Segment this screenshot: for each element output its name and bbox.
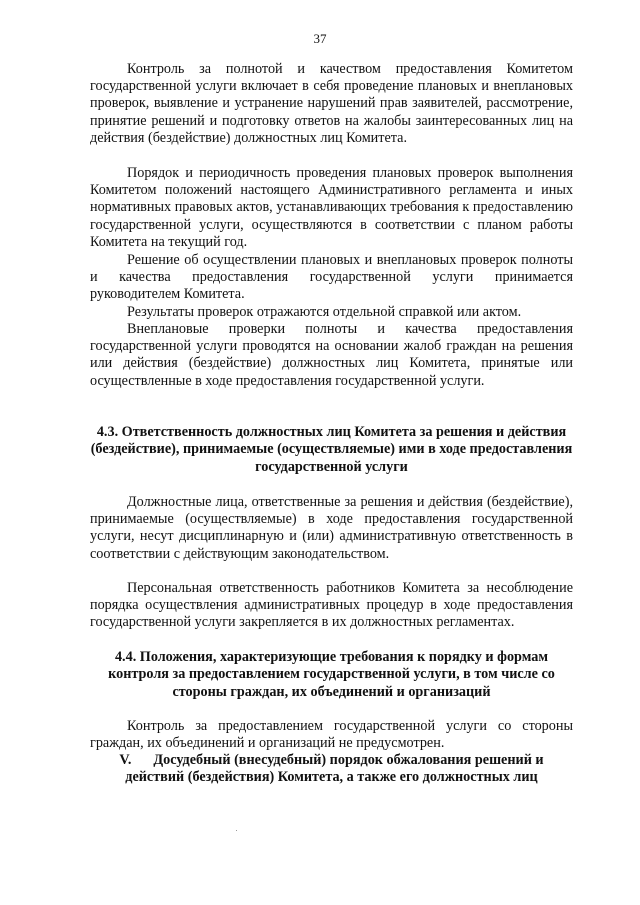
paragraph-public-control: Контроль за предоставлением государственной услуги со стороны граждан, их объединений и организаций не предусмотрен. — [90, 718, 573, 752]
paragraph-inspection-results: Результаты проверок отражаются отдельной справкой или актом. — [127, 304, 522, 320]
paragraph-unplanned-inspections: Внеплановые проверки полноты и качества предоставления государственной услуги проводятся на основании жалоб граждан на решения или действия (бездействие) должностных лиц Комитета, принятые или осуществленные в ходе предоставления государственной услуги. — [90, 321, 573, 389]
paragraph-control-scope: Контроль за полнотой и качеством предоставления Комитетом государственной услуги включает в себя проведение плановых и внеплановых проверок, выявление и устранение нарушений прав заявителей, рассмотрение, принятие решений и подготовку ответов на жалобы заинтересованных лиц на действия (бездействие) должностных лиц Комитета. — [90, 61, 573, 146]
paragraph-officials-liability: Должностные лица, ответственные за решения и действия (бездействие), принимаемые (осуществляемые) в ходе предоставления государственной услуги, несут дисциплинарную и (или) административную ответственность в соответствии с действующим законодательством. — [90, 494, 573, 562]
section-heading-4-4: 4.4. Положения, характеризующие требования к порядку и формам контроля за предоставлением государственной услуги, в том числе со стороны граждан, их объединений и организаций — [108, 649, 555, 700]
paragraph-inspection-decision: Решение об осуществлении плановых и внеплановых проверок полноты и качества предоставления государственной услуги принимается руководителем Комитета. — [90, 252, 573, 303]
section-heading-4-3: 4.3. Ответственность должностных лиц Комитета за решения и действия (бездействие), принимаемые (осуществляемые) ими в ходе предоставления государственной услуги — [90, 424, 573, 475]
paragraph-planned-inspections: Порядок и периодичность проведения плановых проверок выполнения Комитетом положений настоящего Административного регламента и иных нормативных правовых актов, устанавливающих требования к предоставлению государственной услуги, осуществляются в соответствии с планом работы Комитета на текущий год. — [90, 165, 573, 250]
section-heading-5 — [90, 752, 573, 787]
scan-artifact — [236, 830, 237, 831]
paragraph-personal-liability: Персональная ответственность работников Комитета за несоблюдение порядка осуществления административных процедур в ходе предоставления государственной услуги закрепляется в их должностных регламентах. — [90, 580, 573, 631]
page-number: 37 — [313, 31, 327, 46]
section-roman-numeral: V. — [119, 752, 132, 768]
section-heading-5-text: Досудебный (внесудебный) порядок обжалования решений и действий (бездействия) Комитета, а также его должностных лиц — [125, 752, 544, 786]
